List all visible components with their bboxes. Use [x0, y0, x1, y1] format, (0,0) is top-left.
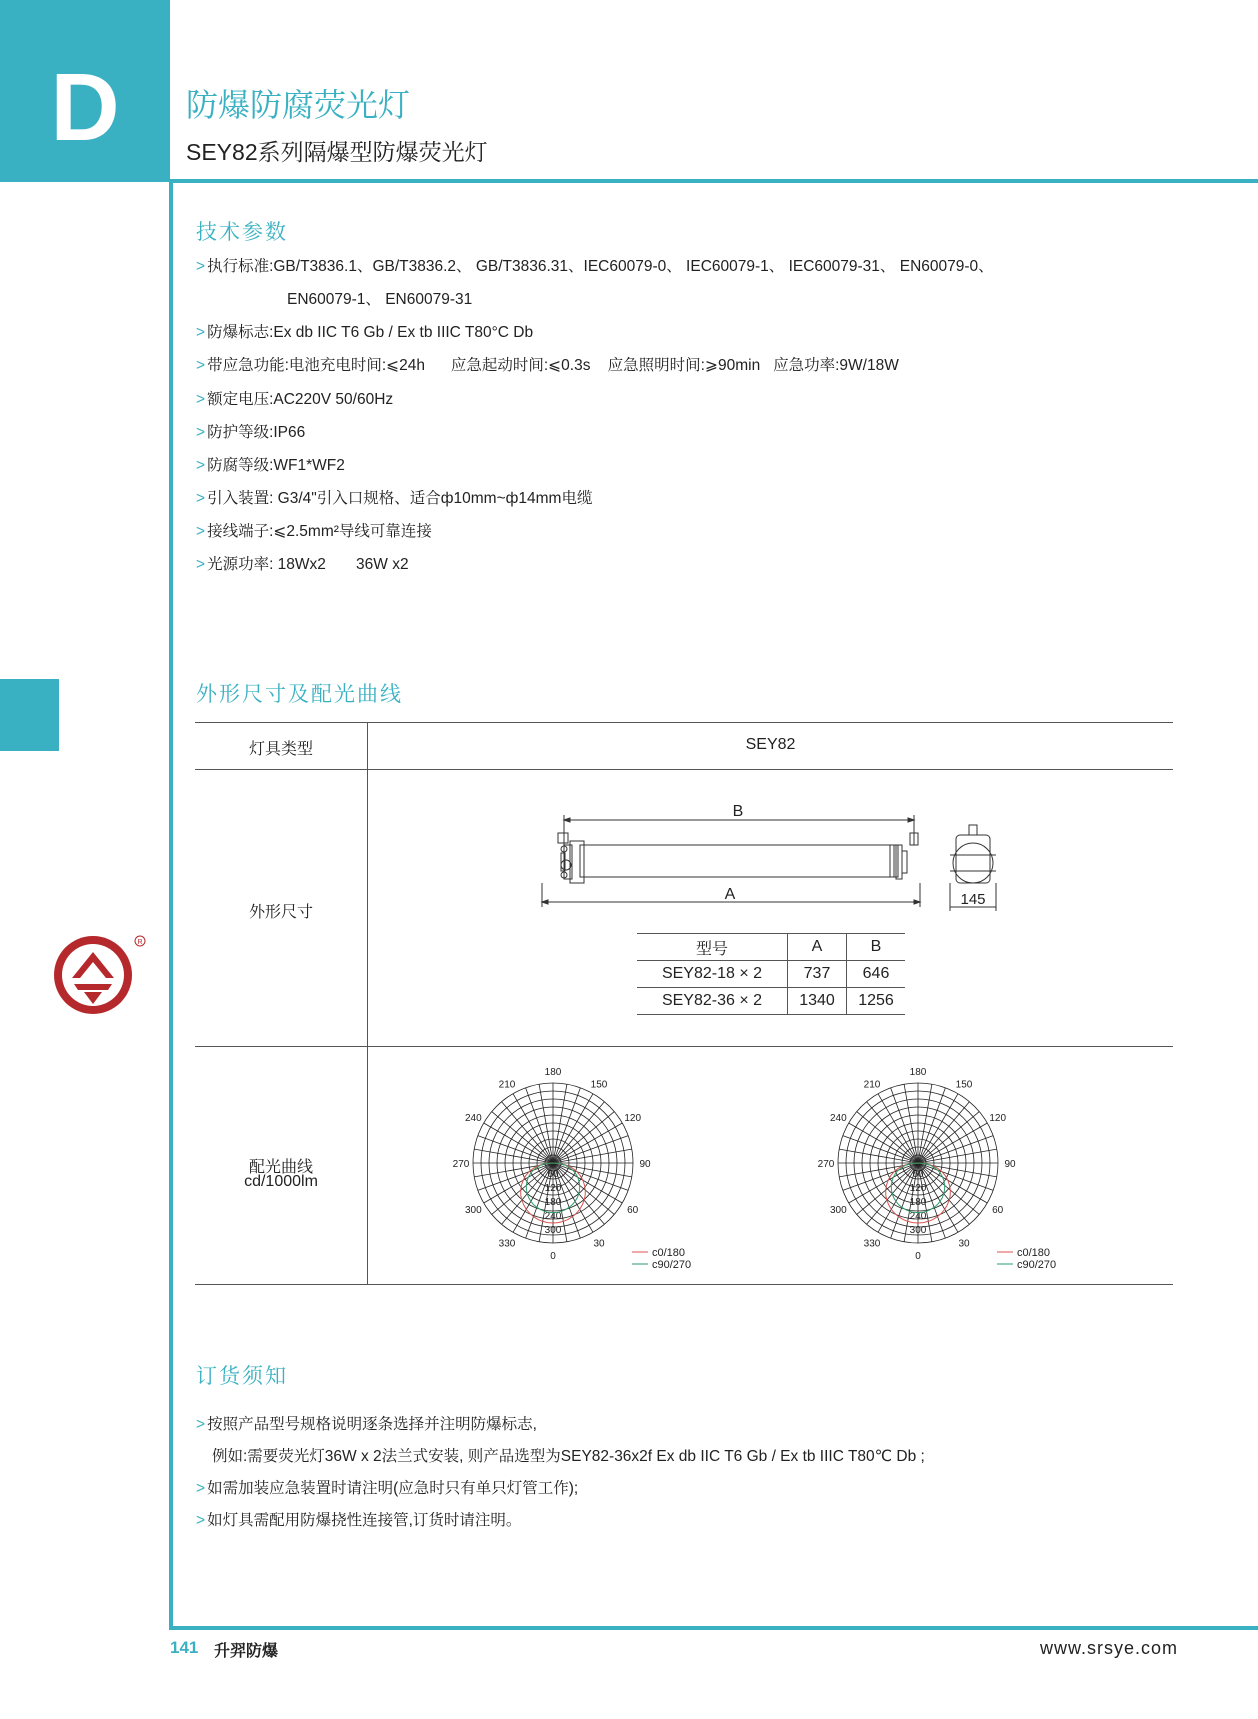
dim-cell: SEY82-36 × 2 — [637, 988, 788, 1015]
param-item: > 防爆标志:Ex db IIC T6 Gb / Ex tb IIIC T80°C Db — [196, 324, 534, 341]
section-letter: D — [50, 54, 120, 161]
polar-angle-label: 30 — [593, 1238, 605, 1250]
polar-radial-label: 120 — [909, 1183, 927, 1194]
param-continuation: EN60079-1、 EN60079-31 — [287, 291, 473, 308]
dim-cell: 1340 — [788, 988, 847, 1015]
param-item: > 执行标准:GB/T3836.1、GB/T3836.2、 GB/T3836.31、IEC60079-0、 IEC60079-1、 IEC60079-31、 EN60079-0、 — [196, 258, 994, 275]
polar-angle-label: 330 — [498, 1238, 516, 1250]
page-subtitle: SEY82系列隔爆型防爆荧光灯 — [186, 139, 488, 165]
polar-angle-label: 90 — [639, 1159, 651, 1170]
side-tab — [0, 679, 59, 751]
table-row-border — [195, 769, 1173, 770]
footer-divider — [169, 1626, 1258, 1630]
legend-label-c0: c0/180 — [652, 1247, 686, 1259]
lamp-dimension-drawing — [530, 795, 1010, 915]
polar-angle-label: 0 — [550, 1251, 556, 1262]
param-item: > 额定电压:AC220V 50/60Hz — [196, 391, 394, 408]
row-label-curve: 配光曲线 — [248, 1159, 313, 1176]
dim-label-b: B — [732, 803, 744, 820]
param-item: > 防腐等级:WF1*WF2 — [196, 457, 345, 474]
polar-angle-label: 210 — [498, 1079, 516, 1091]
param-item: > 防护等级:IP66 — [196, 424, 306, 441]
polar-radial-label: 240 — [909, 1211, 927, 1222]
polar-radial-label: 180 — [909, 1197, 927, 1208]
order-item: > 按照产品型号规格说明逐条选择并注明防爆标志, — [196, 1416, 537, 1433]
polar-angle-label: 330 — [863, 1238, 881, 1250]
polar-angle-label: 60 — [627, 1205, 639, 1216]
polar-angle-label: 150 — [955, 1079, 973, 1091]
dim-header-model: 型号 — [637, 934, 788, 961]
polar-angle-label: 90 — [1004, 1159, 1016, 1170]
header-divider — [170, 179, 1258, 183]
polar-angle-label: 120 — [624, 1113, 642, 1124]
polar-radial-label: 240 — [544, 1211, 562, 1222]
polar-radial-label: 180 — [544, 1197, 562, 1208]
legend-label-c90: c90/270 — [1017, 1259, 1057, 1271]
page-title: 防爆防腐荧光灯 — [186, 87, 411, 123]
dim-header-a: A — [788, 934, 847, 961]
polar-angle-label: 270 — [452, 1159, 470, 1170]
param-item: > 光源功率: 18Wx2 36W x2 — [196, 556, 409, 573]
dim-label-side: 145 — [960, 891, 986, 908]
dim-cell: SEY82-18 × 2 — [637, 961, 788, 988]
polar-angle-label: 60 — [992, 1205, 1004, 1216]
polar-radial-label: 120 — [544, 1183, 562, 1194]
legend-label-c0: c0/180 — [1017, 1247, 1051, 1259]
polar-angle-label: 300 — [829, 1205, 847, 1216]
row-label-curve-unit: cd/1000lm — [244, 1173, 318, 1190]
section-title-dims: 外形尺寸及配光曲线 — [196, 683, 403, 706]
table-row-border — [195, 1046, 1173, 1047]
polar-radial-label: 60 — [547, 1169, 559, 1180]
brand-logo — [50, 932, 150, 1020]
polar-angle-label: 30 — [958, 1238, 970, 1250]
polar-diagram-left — [445, 1063, 692, 1273]
dim-cell: 1256 — [847, 988, 906, 1015]
polar-radial-label: 300 — [544, 1225, 562, 1236]
polar-angle-label: 0 — [915, 1251, 921, 1262]
order-item: > 如灯具需配用防爆挠性连接管,订货时请注明。 — [196, 1512, 522, 1529]
polar-radial-label: 300 — [909, 1225, 927, 1236]
dim-cell: 646 — [847, 961, 906, 988]
dim-header-b: B — [847, 934, 906, 961]
param-item: > 引入装置: G3/4"引入口规格、适合ф10mm~ф14mm电缆 — [196, 490, 593, 507]
polar-angle-label: 270 — [817, 1159, 835, 1170]
table-row — [637, 961, 905, 988]
footer-url: www.srsye.com — [1039, 1638, 1178, 1658]
polar-angle-label: 150 — [590, 1079, 608, 1091]
dim-cell: 737 — [788, 961, 847, 988]
param-item: > 带应急功能:电池充电时间:⩽24h 应急起动时间:⩽0.3s 应急照明时间:⩾90min 应急功率:9W/18W — [196, 357, 899, 374]
left-frame-line — [169, 182, 173, 1630]
section-title-order: 订货须知 — [196, 1365, 288, 1388]
dimension-table — [637, 933, 905, 1015]
footer-brand: 升羿防爆 — [214, 1643, 279, 1660]
polar-angle-label: 240 — [464, 1113, 482, 1124]
polar-angle-label: 120 — [989, 1113, 1007, 1124]
polar-angle-label: 180 — [909, 1067, 927, 1078]
col-header-value: SEY82 — [745, 736, 796, 753]
table-column-divider — [367, 722, 368, 1284]
section-title-tech: 技术参数 — [196, 221, 288, 244]
polar-angle-label: 210 — [863, 1079, 881, 1091]
table-bottom-border — [195, 1284, 1173, 1285]
param-item: > 接线端子:⩽2.5mm²导线可靠连接 — [196, 523, 432, 540]
row-label-dimensions: 外形尺寸 — [248, 904, 313, 921]
svg-text:R: R — [137, 939, 143, 946]
dim-label-a: A — [724, 886, 736, 903]
polar-diagram-right — [810, 1063, 1057, 1273]
polar-angle-label: 180 — [544, 1067, 562, 1078]
order-example: 例如:需要荧光灯36W x 2法兰式安装, 则产品选型为SEY82-36x2f Ex db IIC T6 Gb / Ex tb IIIC T80℃ Db ; — [212, 1448, 925, 1465]
table-top-border — [195, 722, 1173, 723]
page-number: 141 — [170, 1638, 199, 1657]
polar-angle-label: 240 — [829, 1113, 847, 1124]
legend-label-c90: c90/270 — [652, 1259, 692, 1271]
order-item: > 如需加装应急装置时请注明(应急时只有单只灯管工作); — [196, 1480, 579, 1497]
table-row — [637, 988, 905, 1015]
polar-angle-label: 300 — [464, 1205, 482, 1216]
col-header-label: 灯具类型 — [248, 741, 313, 758]
polar-radial-label: 60 — [912, 1169, 924, 1180]
